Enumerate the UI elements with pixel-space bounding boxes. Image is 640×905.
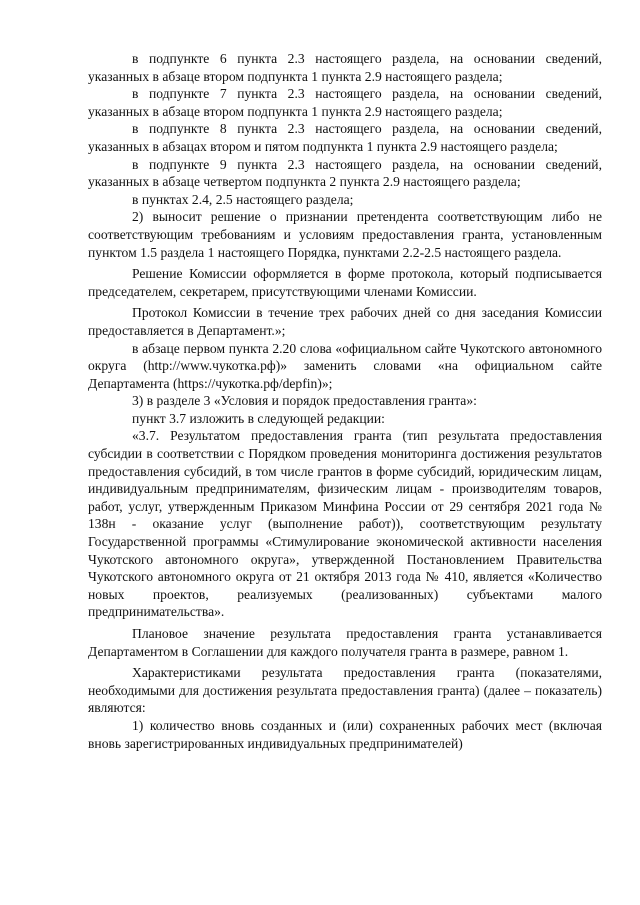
paragraph: в подпункте 6 пункта 2.3 настоящего раздела, на основании сведений, указанных в абзаце втором подпункта 1 пункта 2.9 настоящего раздела; [88,51,602,84]
document-page [88,50,602,752]
paragraph: пункт 3.7 изложить в следующей редакции: [132,410,385,426]
paragraph: в пунктах 2.4, 2.5 настоящего раздела; [132,191,354,207]
paragraph: «3.7. Результатом предоставления гранта (тип результата предоставления субсидии в соответствии с Порядком проведения мониторинга достижения результатов предоставления субсидий, в том числе грантов в форме субсидий, юридическим лицам, индивидуальным предпринимателям, физическим лицам - производителям товаров, работ, услуг, утвержденным Приказом Минфина России от 29 сентября 2021 года № 138н - оказание услуг (выполнение работ)), соответствующим результату Государственной программы «Стимулирование экономической активности населения Чукотского автономного округа», утвержденной Постановлением Правительства Чукотского автономного округа от 21 октября 2013 года № 410, является «Количество новых проектов, реализуемых (реализованных) субъектами малого предпринимательства». [88,428,602,620]
paragraph: 1) количество вновь созданных и (или) сохраненных рабочих мест (включая вновь зарегистрированных индивидуальных предпринимателей) [88,717,602,751]
paragraph: в подпункте 8 пункта 2.3 настоящего раздела, на основании сведений, указанных в абзацах втором и пятом подпункта 1 пункта 2.9 настоящего раздела; [88,121,602,154]
paragraph: Решение Комиссии оформляется в форме протокола, который подписывается председателем, секретарем, присутствующими членами Комиссии. [88,266,602,299]
paragraph: Протокол Комиссии в течение трех рабочих дней со дня заседания Комиссии предоставляется в Департамент.»; [88,305,602,338]
paragraph: 2) выносит решение о признании претендента соответствующим либо не соответствующим требованиям и условиям предоставления гранта, установленным пунктом 1.5 раздела 1 настоящего Порядка, пунктами 2.2-2.5 настоящего раздела. [88,209,602,260]
paragraph: в подпункте 9 пункта 2.3 настоящего раздела, на основании сведений, указанных в абзаце четвертом подпункта 2 пункта 2.9 настоящего раздела; [88,156,602,190]
paragraph: в подпункте 7 пункта 2.3 настоящего раздела, на основании сведений, указанных в абзаце втором подпункта 1 пункта 2.9 настоящего раздела; [88,86,602,119]
paragraph: 3) в разделе 3 «Условия и порядок предоставления гранта»: [132,393,477,409]
paragraph: Характеристиками результата предоставления гранта (показателями, необходимыми для достижения результата предоставления гранта) (далее – показатель) являются: [88,665,602,716]
paragraph: в абзаце первом пункта 2.20 слова «официальном сайте Чукотского автономного округа (http://www.чукотка.рф)» заменить словами «на официальном сайте Департамента (https://чукотка.рф/depfin)»; [88,340,602,391]
paragraph: Плановое значение результата предоставления гранта устанавливается Департаментом в Соглашении для каждого получателя гранта в размере, равном 1. [88,626,602,659]
